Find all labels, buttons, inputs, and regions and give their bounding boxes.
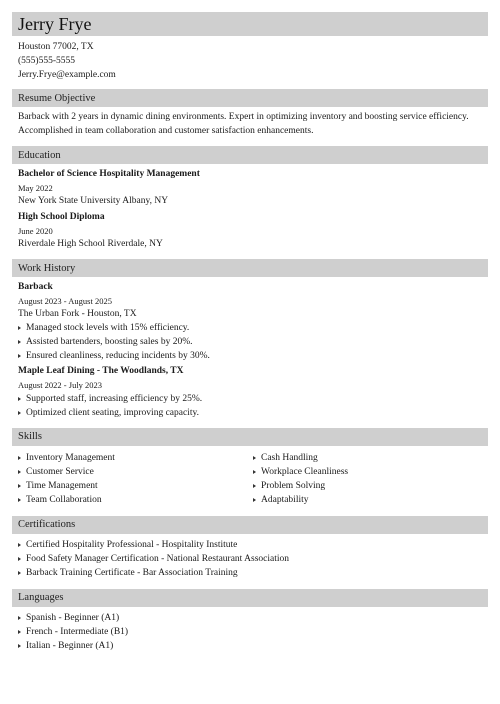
bullet-icon <box>253 470 256 474</box>
job-bullets <box>18 321 488 363</box>
list-item: Spanish - Beginner (A1) <box>18 611 488 625</box>
contact-info <box>12 40 488 82</box>
list-item: Optimized client seating, improving capacity. <box>18 406 488 420</box>
bullet-icon <box>18 498 21 502</box>
section-title: Skills <box>18 431 42 442</box>
education-list <box>12 168 488 251</box>
list-item: Customer Service <box>18 465 253 479</box>
bullet-icon <box>18 397 21 401</box>
bullet-icon <box>18 354 21 358</box>
bullet-icon <box>18 571 21 575</box>
job-item <box>18 281 488 363</box>
objective-line: Accomplished in team collaboration and customer satisfaction enhancements. <box>18 125 314 136</box>
list-item: Certified Hospitality Professional - Hospitality Institute <box>18 538 488 552</box>
section-header-objective <box>12 89 488 107</box>
work-history-list <box>12 281 488 420</box>
bullet-icon <box>18 340 21 344</box>
graduation-date: June 2020 <box>18 225 53 236</box>
section-header-work-history <box>12 259 488 277</box>
section-header-certifications <box>12 516 488 534</box>
job-role: Maple Leaf Dining - The Woodlands, TX <box>18 366 184 376</box>
contact-location: Houston 77002, TX <box>18 42 94 52</box>
section-title: Resume Objective <box>18 92 96 104</box>
bullet-icon <box>18 326 21 330</box>
graduation-date: May 2022 <box>18 182 53 193</box>
job-role: Barback <box>18 282 53 292</box>
section-header-education <box>12 146 488 164</box>
job-company: The Urban Fork - Houston, TX <box>18 308 137 319</box>
list-item: Workplace Cleanliness <box>253 465 488 479</box>
list-item: French - Intermediate (B1) <box>18 625 488 639</box>
section-header-skills <box>12 428 488 446</box>
bullet-icon <box>18 616 21 620</box>
skills-column-right <box>253 451 488 507</box>
bullet-icon <box>18 456 21 460</box>
certifications-list <box>12 538 488 580</box>
list-item: Barback Training Certificate - Bar Association Training <box>18 566 488 580</box>
languages-list <box>12 611 488 653</box>
section-title: Certifications <box>18 519 76 530</box>
bullet-icon <box>18 644 21 648</box>
education-item <box>18 168 488 208</box>
contact-email: Jerry.Frye@example.com <box>18 70 116 80</box>
section-header-languages <box>12 589 488 607</box>
degree: Bachelor of Science Hospitality Management <box>18 169 200 179</box>
bullet-icon <box>18 630 21 634</box>
list-item: Time Management <box>18 479 253 493</box>
bullet-icon <box>18 470 21 474</box>
list-item: Cash Handling <box>253 451 488 465</box>
job-bullets <box>18 392 488 420</box>
list-item: Italian - Beginner (A1) <box>18 639 488 653</box>
list-item: Team Collaboration <box>18 493 253 507</box>
bullet-icon <box>18 557 21 561</box>
candidate-name: Jerry Frye <box>18 14 92 34</box>
bullet-icon <box>18 543 21 547</box>
job-dates: August 2023 - August 2025 <box>18 295 112 306</box>
job-dates: August 2022 - July 2023 <box>18 379 103 390</box>
list-item: Managed stock levels with 15% efficiency. <box>18 321 488 335</box>
name-header <box>12 12 488 36</box>
bullet-icon <box>253 484 256 488</box>
skills-grid <box>12 451 488 507</box>
education-item <box>18 211 488 251</box>
section-title: Education <box>18 149 61 161</box>
job-item <box>18 365 488 420</box>
contact-phone: (555)555-5555 <box>18 56 75 66</box>
list-item: Problem Solving <box>253 479 488 493</box>
resume-page <box>12 12 488 653</box>
section-title: Work History <box>18 262 76 274</box>
bullet-icon <box>18 411 21 415</box>
bullet-icon <box>253 456 256 460</box>
list-item: Supported staff, increasing efficiency by 25%. <box>18 392 488 406</box>
list-item: Inventory Management <box>18 451 253 465</box>
school: Riverdale High School Riverdale, NY <box>18 238 163 249</box>
bullet-icon <box>253 498 256 502</box>
school: New York State University Albany, NY <box>18 195 169 206</box>
list-item: Assisted bartenders, boosting sales by 20%. <box>18 335 488 349</box>
section-title: Languages <box>18 592 64 603</box>
objective-text <box>12 111 488 138</box>
list-item: Adaptability <box>253 493 488 507</box>
list-item: Food Safety Manager Certification - National Restaurant Association <box>18 552 488 566</box>
degree: High School Diploma <box>18 212 105 222</box>
bullet-icon <box>18 484 21 488</box>
skills-column-left <box>18 451 253 507</box>
objective-line: Barback with 2 years in dynamic dining environments. Expert in optimizing inventory and boosting service efficiency. <box>18 112 469 122</box>
list-item: Ensured cleanliness, reducing incidents by 30%. <box>18 349 488 363</box>
